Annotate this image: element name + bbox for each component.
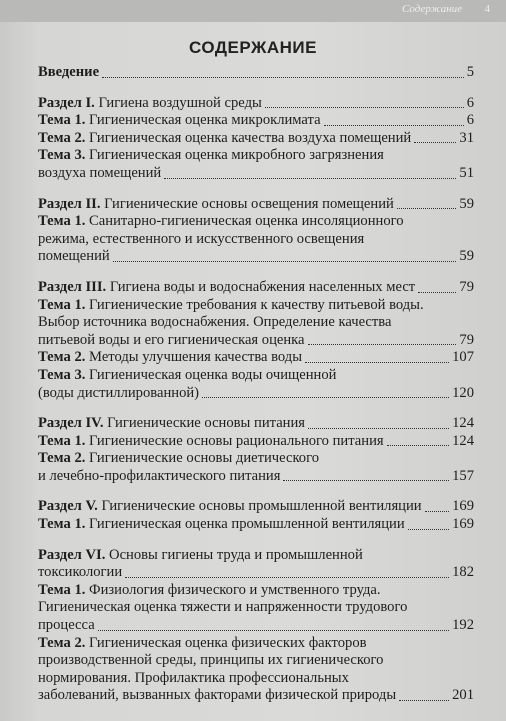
- toc-label: Тема 1.: [38, 296, 86, 313]
- toc-title-text: Гигиенические основы промышленной вентиляции: [101, 498, 422, 515]
- toc-line: [38, 433, 474, 451]
- toc-line-text: [38, 652, 383, 670]
- toc-title-text: заболеваний, вызванных факторами физической природы: [38, 687, 397, 704]
- toc-page-number[interactable]: 6: [466, 94, 474, 111]
- toc-line-text: [38, 112, 321, 130]
- toc-page-number[interactable]: 120: [452, 384, 474, 401]
- dot-leader: [399, 700, 449, 701]
- toc-page-number[interactable]: 169: [452, 516, 474, 533]
- toc-title-text: Гигиеническая оценка тяжести и напряженности трудового: [38, 599, 408, 616]
- toc-entry[interactable]: [38, 213, 474, 266]
- toc-entry[interactable]: [38, 112, 474, 130]
- top-strip: [0, 0, 506, 22]
- toc-label: Тема 1.: [38, 213, 86, 230]
- toc-line-text: [38, 450, 319, 468]
- toc-line-text: [38, 670, 349, 688]
- toc-entry[interactable]: [38, 279, 474, 297]
- toc-entry[interactable]: [38, 196, 474, 214]
- toc-line: [38, 314, 474, 332]
- toc-title-text: Гигиенические основы диетического: [89, 450, 320, 467]
- dot-leader: [113, 261, 457, 262]
- toc-title-text: Гигиена воздушной среды: [98, 94, 262, 111]
- toc-title-text: Гигиенические основы освещения помещений: [104, 195, 394, 212]
- toc-label: Тема 1.: [38, 112, 86, 129]
- toc-entry[interactable]: [38, 516, 474, 534]
- toc-page-number[interactable]: 6: [466, 112, 474, 129]
- dot-leader: [387, 445, 450, 446]
- toc-line: [38, 582, 474, 600]
- toc-title-text: Гигиеническая оценка воды очищенной: [89, 366, 337, 383]
- toc-entry[interactable]: [38, 415, 474, 433]
- toc-entry[interactable]: [38, 64, 474, 82]
- toc-line: [38, 297, 474, 315]
- toc-line: [38, 64, 474, 82]
- toc-line-text: [38, 349, 302, 367]
- toc-line-text: [38, 547, 363, 565]
- toc-line-text: [38, 498, 422, 516]
- toc-line: [38, 165, 474, 183]
- toc-line: [38, 687, 474, 705]
- toc-line: [38, 450, 474, 468]
- toc-label: Раздел I.: [38, 94, 95, 111]
- toc-entry[interactable]: [38, 147, 474, 182]
- toc-label: Тема 3.: [38, 366, 86, 383]
- toc-page-number[interactable]: 182: [452, 564, 474, 581]
- toc-title-text: Гигиеническая оценка промышленной вентиляции: [89, 516, 405, 533]
- dot-leader: [125, 577, 449, 578]
- toc-entry[interactable]: [38, 450, 474, 485]
- toc-line: [38, 248, 474, 266]
- toc-entry[interactable]: [38, 635, 474, 705]
- section-gap: [38, 534, 474, 547]
- toc-label: Тема 2.: [38, 450, 86, 467]
- toc-line-text: [38, 165, 161, 183]
- toc-label: Тема 1.: [38, 516, 86, 533]
- toc-title-text: нормирования. Профилактика профессиональных: [38, 669, 349, 686]
- toc-line: [38, 547, 474, 565]
- dot-leader: [324, 125, 464, 126]
- toc-page-number[interactable]: 51: [459, 164, 474, 181]
- dot-leader: [408, 529, 449, 530]
- toc-title-text: Санитарно-гигиеническая оценка инсоляционного: [89, 213, 404, 230]
- toc-title-text: процесса: [38, 617, 95, 634]
- toc-label: Раздел IV.: [38, 415, 104, 432]
- toc-line-text: [38, 582, 381, 600]
- toc-line-text: [38, 564, 122, 582]
- toc-line: [38, 213, 474, 231]
- toc-page-number[interactable]: 79: [459, 331, 474, 348]
- toc-line: [38, 599, 474, 617]
- toc-line-text: [38, 385, 199, 403]
- dot-leader: [202, 397, 449, 398]
- toc-line-text: [38, 367, 336, 385]
- toc-title-text: Гигиеническая оценка микробного загрязнения: [89, 147, 384, 164]
- toc-line-text: [38, 635, 367, 653]
- toc-page-number[interactable]: 124: [452, 432, 474, 449]
- toc-line: [38, 279, 474, 297]
- toc-entry[interactable]: [38, 297, 474, 350]
- toc-title-text: Методы улучшения качества воды: [89, 349, 303, 366]
- toc-title-text: помещений: [38, 248, 110, 265]
- toc-page-number[interactable]: 59: [459, 195, 474, 212]
- toc-line-text: [38, 231, 364, 249]
- toc-line-text: [38, 213, 404, 231]
- toc-title-text: и лечебно-профилактического питания: [38, 467, 281, 484]
- toc-label: Тема 3.: [38, 147, 86, 164]
- section-gap: [38, 402, 474, 415]
- toc-title-text: Гигиенические основы рационального питания: [89, 432, 384, 449]
- toc-page-number[interactable]: 169: [452, 498, 474, 515]
- toc-line-text: [38, 314, 391, 332]
- toc-label: Тема 2.: [38, 349, 86, 366]
- toc-line: [38, 635, 474, 653]
- toc-line: [38, 231, 474, 249]
- toc-title-text: воздуха помещений: [38, 164, 162, 181]
- section-gap: [38, 485, 474, 498]
- section-gap: [38, 183, 474, 196]
- toc-entry[interactable]: [38, 349, 474, 367]
- toc-line: [38, 670, 474, 688]
- toc-line-text: [38, 196, 394, 214]
- toc-line-text: [38, 95, 262, 113]
- toc-line-text: [38, 468, 280, 486]
- toc-label: Тема 2.: [38, 634, 86, 651]
- toc-line: [38, 652, 474, 670]
- toc-line: [38, 196, 474, 214]
- toc-entry[interactable]: [38, 95, 474, 113]
- toc-line: [38, 95, 474, 113]
- toc-line-text: [38, 279, 415, 297]
- running-head: Содержание: [401, 3, 462, 15]
- toc-label: Раздел III.: [38, 278, 107, 295]
- toc-title-text: производственной среды, принципы их гигиенического: [38, 652, 384, 669]
- toc-page-number[interactable]: 157: [452, 467, 474, 484]
- toc-line: [38, 385, 474, 403]
- toc-label: Введение: [38, 64, 100, 80]
- toc-label: Раздел V.: [38, 498, 98, 515]
- toc-title-text: (воды дистиллированной): [38, 384, 200, 401]
- toc-title-text: токсикологии: [38, 564, 123, 581]
- section-gap: [38, 266, 474, 279]
- dot-leader: [164, 178, 456, 179]
- toc-page-number[interactable]: 107: [452, 349, 474, 366]
- toc-line-text: [38, 687, 396, 705]
- toc-page-number[interactable]: 5: [466, 64, 474, 80]
- toc-line: [38, 617, 474, 635]
- toc-line-text: [38, 617, 95, 635]
- toc-title-text: Гигиеническая оценка физических факторов: [89, 634, 367, 651]
- dot-leader: [425, 511, 450, 512]
- toc-line: [38, 332, 474, 350]
- toc-page-number[interactable]: 192: [452, 617, 474, 634]
- toc-title-text: режима, естественного и искусственного освещения: [38, 230, 365, 247]
- toc-label: Раздел II.: [38, 195, 101, 212]
- toc-line-text: [38, 64, 99, 82]
- dot-leader: [98, 630, 449, 631]
- toc-label: Раздел VI.: [38, 546, 106, 563]
- toc-line-text: [38, 433, 384, 451]
- toc-label: Тема 1.: [38, 432, 86, 449]
- toc-line-text: [38, 516, 405, 534]
- toc-line: [38, 516, 474, 534]
- toc-line: [38, 564, 474, 582]
- table-of-contents: [38, 64, 474, 705]
- toc-page-number[interactable]: 124: [452, 415, 474, 432]
- toc-line-text: [38, 130, 411, 148]
- toc-line-text: [38, 147, 384, 165]
- toc-line: [38, 130, 474, 148]
- toc-entry[interactable]: [38, 582, 474, 635]
- toc-entry[interactable]: [38, 498, 474, 516]
- toc-page-number[interactable]: 79: [459, 278, 474, 295]
- toc-title-text: Выбор источника водоснабжения. Определение качества: [38, 314, 392, 331]
- toc-line: [38, 349, 474, 367]
- dot-leader: [283, 480, 449, 481]
- toc-line: [38, 367, 474, 385]
- toc-title-text: Физиология физического и умственного труда.: [89, 581, 381, 598]
- toc-title-text: Гигиеническая оценка качества воздуха помещений: [89, 129, 412, 146]
- toc-page-number[interactable]: 31: [459, 129, 474, 146]
- toc-line-text: [38, 297, 424, 315]
- dot-leader: [305, 362, 449, 363]
- toc-line-text: [38, 599, 407, 617]
- toc-title-text: Гигиеническая оценка микроклимата: [89, 112, 321, 129]
- toc-line-text: [38, 415, 305, 433]
- dot-leader: [265, 107, 464, 108]
- toc-line: [38, 415, 474, 433]
- toc-title-text: питьевой воды и его гигиеническая оценка: [38, 331, 305, 348]
- toc-page-number[interactable]: 201: [452, 687, 474, 704]
- toc-line-text: [38, 248, 110, 266]
- dot-leader: [414, 142, 456, 143]
- toc-entry[interactable]: [38, 433, 474, 451]
- dot-leader: [308, 428, 449, 429]
- page-number: 4: [484, 3, 490, 15]
- toc-title-text: Гигиенические требования к качеству питьевой воды.: [89, 296, 424, 313]
- toc-line: [38, 147, 474, 165]
- toc-label: Тема 1.: [38, 581, 86, 598]
- section-gap: [38, 82, 474, 95]
- dot-leader: [102, 77, 464, 78]
- toc-line-text: [38, 332, 305, 350]
- toc-label: Тема 2.: [38, 129, 86, 146]
- dot-leader: [397, 208, 457, 209]
- dot-leader: [418, 292, 456, 293]
- toc-line: [38, 468, 474, 486]
- toc-title-text: Основы гигиены труда и промышленной: [109, 546, 363, 563]
- toc-title: СОДЕРЖАНИЕ: [189, 38, 317, 57]
- toc-entry[interactable]: [38, 547, 474, 582]
- toc-title-text: Гигиенические основы питания: [107, 415, 305, 432]
- toc-page-number[interactable]: 59: [459, 248, 474, 265]
- dot-leader: [308, 344, 457, 345]
- toc-title-text: Гигиена воды и водоснабжения населенных мест: [109, 278, 416, 295]
- toc-entry[interactable]: [38, 130, 474, 148]
- toc-line: [38, 498, 474, 516]
- toc-line: [38, 112, 474, 130]
- toc-entry[interactable]: [38, 367, 474, 402]
